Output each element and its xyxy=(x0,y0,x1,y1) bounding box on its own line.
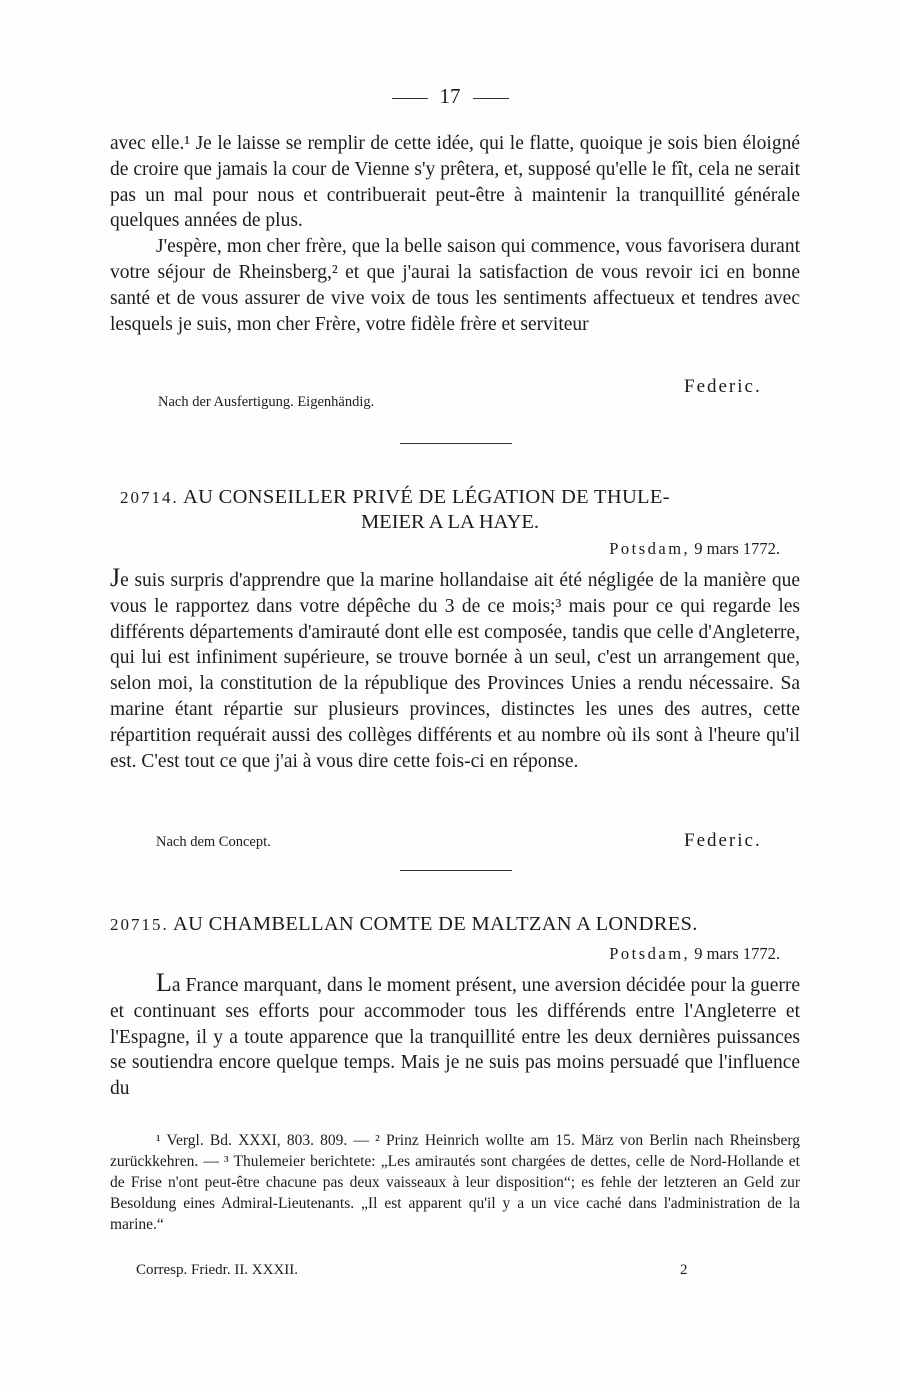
letter3-number: 20715. xyxy=(110,915,169,934)
letter2-date-place: Potsdam, xyxy=(609,539,691,558)
page-header xyxy=(0,84,900,109)
header-dash-right xyxy=(473,98,509,99)
letter2-signature: Federic. xyxy=(684,830,762,851)
letter2-drop-cap: J xyxy=(110,563,121,592)
letter3-date-place: Potsdam, xyxy=(609,944,691,963)
letter2-dateline xyxy=(609,539,780,559)
letter1-paragraph2: J'espère, mon cher frère, que la belle saison qui commence, vous favorisera durant votre séjour de Rheinsberg,² et que j'aurai la satisfaction de vous revoir ici en bonne santé et de vous assurer de vive voix de tous les sentiments affectueux et tendres avec lesquels je suis, mon cher Frère, votre fidèle frère et serviteur xyxy=(110,236,800,335)
letter1-text xyxy=(110,131,800,337)
letter2-date: 9 mars 1772. xyxy=(694,539,780,558)
section-divider xyxy=(400,443,512,444)
letter3-body-text: a France marquant, dans le moment présent, une aversion décidée pour la guerre et continuant ses efforts pour accommoder tous les différends entre l'Angleterre et l'Espagne, il y a toute apparence que la tranquillité entre les deux dernières puissances se soutiendra encore quelque temps. Mais je ne suis pas moins persuadé que l'influence du xyxy=(110,975,800,1100)
letter1-source-note: Nach der Ausfertigung. Eigenhändig. xyxy=(158,394,375,410)
section-divider xyxy=(400,870,512,871)
letter3-heading xyxy=(110,912,790,937)
footer-signature-line: Corresp. Friedr. II. XXXII. xyxy=(136,1262,299,1278)
letter3-heading-text: AU CHAMBELLAN COMTE DE MALTZAN A LONDRES. xyxy=(173,913,698,935)
letter3-text xyxy=(110,970,800,1102)
letter2-text xyxy=(110,565,800,774)
footnotes: ¹ Vergl. Bd. XXXI, 803. 809. — ² Prinz Heinrich wollte am 15. März von Berlin nach Rheinsberg zurückkehren. — ³ Thulemeier berichtete: „Les amirautés sont chargées de dettes, celle de Nord-Hollande et de Frise n'ont peut-être chacune pas deux vaisseaux à leur disposition“; es fehle der letzteren an Geld zur Besoldung eines Admiral-Lieutenants. „Il est apparent qu'il y a un vice caché dans l'administration de la marine.“ xyxy=(110,1132,800,1233)
letter1-signature: Federic. xyxy=(684,376,762,397)
page-number: 17 xyxy=(439,84,461,108)
letter1-paragraph1: avec elle.¹ Je le laisse se remplir de cette idée, qui le flatte, quoique je sois bien éloigné de croire que jamais la cour de Vienne s'y prêtera, et, supposé qu'elle le fît, cela ne serait pas un mal pour nous et contribuerait peut-être à maintenir la tranquillité générale quelques années de plus. xyxy=(110,133,800,232)
header-dash-left xyxy=(392,98,428,99)
letter2-heading-line2: MEIER A LA HAYE. xyxy=(360,511,540,533)
letter2-number: 20714. xyxy=(120,488,179,507)
letter3-date: 9 mars 1772. xyxy=(694,944,780,963)
letter2-source-note: Nach dem Concept. xyxy=(156,834,271,850)
letter3-drop-cap: L xyxy=(156,968,172,997)
letter3-body xyxy=(110,970,800,1102)
letter2-heading xyxy=(120,485,800,510)
footer-sheet-number: 2 xyxy=(680,1262,688,1278)
letter2-body-text: e suis surpris d'apprendre que la marine hollandaise ait été négligée de la manière que vous le rapportez dans votre dépêche du 3 de ce mois;³ mais pour ce qui regarde les différents départements d'amirauté dont elle est composée, tandis que celle d'Angleterre, qui lui est infiniment supérieure, se trouve bornée à un seul, c'est un arrangement que, selon moi, la constitution de la république des Provinces Unies a rendu nécessaire. Sa marine étant répartie sur plusieurs provinces, distinctes les unes des autres, cette répartition requérait aussi des collèges différents et au nombre où ils sont à l'heure qu'il est. C'est tout ce que j'ai à vous dire cette fois-ci en réponse. xyxy=(110,570,800,772)
letter2-body xyxy=(110,565,800,774)
letter2-heading-line1: AU CONSEILLER PRIVÉ DE LÉGATION DE THULE- xyxy=(183,486,670,508)
letter3-dateline xyxy=(609,944,780,964)
